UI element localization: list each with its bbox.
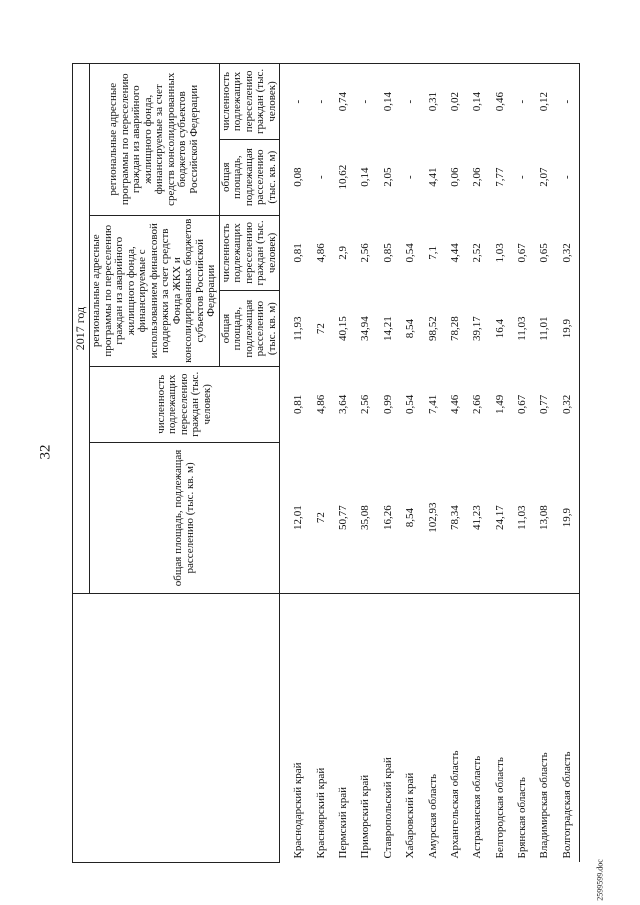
budget-area-cell: 7,77 <box>493 167 506 187</box>
budget-people-cell: 0,31 <box>422 64 444 140</box>
total-people-cell: 2,56 <box>359 394 372 414</box>
budget-area-cell: 10,62 <box>337 164 350 190</box>
document-code: 2599599.doc <box>595 859 605 901</box>
total-area-header: общая площадь, подлежащая расселению (тыс. кв. м) <box>90 442 280 593</box>
total-people-cell: 4,46 <box>448 394 461 414</box>
table-row <box>512 64 534 863</box>
region-name: Владимирская область <box>534 594 556 863</box>
year-header: 2017 год <box>73 64 90 594</box>
fund-area-cell: 40,15 <box>337 316 350 341</box>
budget-area-cell: - <box>556 139 579 215</box>
region-name: Амурская область <box>422 594 444 863</box>
table-row <box>280 64 311 863</box>
fund-area-cell: 19,9 <box>556 291 579 367</box>
fund-people-cell: 2,9 <box>337 246 350 260</box>
table-row <box>489 64 511 863</box>
region-name: Ставропольский край <box>377 594 399 863</box>
fund-area-cell: 72 <box>314 323 327 335</box>
fund-area-cell: 11,03 <box>516 316 529 341</box>
budget-area-cell: 2,06 <box>471 167 484 187</box>
total-area-cell: 19,9 <box>556 442 579 593</box>
total-area-cell: 24,17 <box>489 442 511 593</box>
total-people-cell: 7,41 <box>426 394 439 414</box>
budget-people-cell: - <box>310 64 332 140</box>
total-people-cell: 4,86 <box>314 394 327 414</box>
total-area-cell: 72 <box>310 442 332 593</box>
budget-area-cell: 0,06 <box>448 167 461 187</box>
total-people-cell: 1,49 <box>493 394 506 414</box>
budget-people-cell: - <box>280 64 311 140</box>
fund-area-cell: 39,17 <box>471 316 484 341</box>
table-row <box>445 64 467 863</box>
fund-area-cell: 8,54 <box>404 318 417 339</box>
table-row <box>377 64 399 863</box>
budget-area-cell: - <box>314 175 327 180</box>
total-people-cell: 0,77 <box>538 394 551 414</box>
budget-people-header: численность подлежащих переселению граждан (тыс. человек) <box>219 64 280 140</box>
fund-people-cell: 4,44 <box>448 243 461 263</box>
total-people-cell: 0,81 <box>291 394 304 414</box>
table-row <box>534 64 556 863</box>
budget-area-cell: 2,05 <box>381 167 394 187</box>
fund-people-cell: 7,1 <box>426 246 439 260</box>
total-people-header: численность подлежащих переселению граждан (тыс. человек) <box>90 366 280 442</box>
total-people-cell: 0,99 <box>381 394 394 414</box>
region-header-cell <box>73 594 280 863</box>
fund-people-cell: 2,56 <box>359 243 372 263</box>
table-row <box>556 64 579 863</box>
budget-group-header: региональные адресные программы по переселению граждан из аварийного жилищного фонда, финансируемые за счет средств консолидированных бюджетов субъектов Российской Федерации <box>90 64 220 216</box>
total-area-cell: 13,08 <box>534 442 556 593</box>
fund-group-header: региональные адресные программы по переселению граждан из аварийного жилищного фонда, финансируемые с использованием финансовой поддержки за счет средств Фонда ЖКХ и консолидированных бюджетов субъектов Российской Федерации <box>90 215 220 366</box>
budget-people-cell: 0,14 <box>377 64 399 140</box>
fund-people-cell: 0,81 <box>291 243 304 263</box>
fund-area-cell: 14,21 <box>381 316 394 341</box>
region-name: Красноярский край <box>310 594 332 863</box>
budget-people-cell: - <box>556 64 579 140</box>
budget-area-cell: - <box>404 175 417 180</box>
table-container <box>72 63 580 863</box>
region-name: Пермский край <box>333 594 355 863</box>
table-row <box>467 64 489 863</box>
total-area-cell: 41,23 <box>467 442 489 593</box>
fund-area-cell: 11,01 <box>538 316 551 341</box>
total-area-cell: 12,01 <box>280 442 311 593</box>
fund-area-cell: 98,52 <box>426 316 439 341</box>
table-row <box>333 64 355 863</box>
table-row <box>400 64 422 863</box>
region-name: Астраханская область <box>467 594 489 863</box>
fund-people-cell: 0,65 <box>538 243 551 263</box>
total-area-cell: 35,08 <box>355 442 377 593</box>
total-area-cell: 11,03 <box>512 442 534 593</box>
total-people-cell: 0,32 <box>556 366 579 442</box>
total-people-cell: 0,54 <box>404 394 417 414</box>
fund-people-header: численность подлежащих переселению граждан (тыс. человек) <box>219 215 280 291</box>
fund-area-cell: 11,93 <box>291 316 304 341</box>
budget-people-cell: 0,46 <box>489 64 511 140</box>
region-name: Краснодарский край <box>280 594 311 863</box>
budget-people-cell: - <box>355 64 377 140</box>
fund-area-header: общая площадь, подлежащая расселению (тыс. кв. м) <box>219 291 280 367</box>
budget-area-cell: 4,41 <box>426 167 439 187</box>
table-row <box>355 64 377 863</box>
fund-area-cell: 78,28 <box>448 316 461 341</box>
fund-area-cell: 34,94 <box>359 316 372 341</box>
budget-people-cell: 0,12 <box>534 64 556 140</box>
fund-area-cell: 16,4 <box>493 318 506 339</box>
region-name: Волгоградская область <box>556 594 579 863</box>
budget-area-cell: 0,14 <box>359 167 372 187</box>
budget-people-cell: 0,74 <box>333 64 355 140</box>
total-area-cell: 50,77 <box>333 442 355 593</box>
total-people-cell: 2,66 <box>471 394 484 414</box>
region-name: Белгородская область <box>489 594 511 863</box>
region-name: Приморский край <box>355 594 377 863</box>
budget-people-cell: - <box>400 64 422 140</box>
fund-people-cell: 1,03 <box>493 243 506 263</box>
region-name: Архангельская область <box>445 594 467 863</box>
fund-people-cell: 0,67 <box>516 243 529 263</box>
table-row <box>310 64 332 863</box>
total-people-cell: 3,64 <box>337 394 350 414</box>
fund-people-cell: 4,86 <box>314 243 327 263</box>
total-people-cell: 0,67 <box>516 394 529 414</box>
budget-area-cell: 0,08 <box>291 167 304 187</box>
fund-people-cell: 2,52 <box>471 243 484 263</box>
region-name: Брянская область <box>512 594 534 863</box>
region-name: Хабаровский край <box>400 594 422 863</box>
total-area-cell: 8,54 <box>400 442 422 593</box>
budget-people-cell: 0,14 <box>467 64 489 140</box>
page-number: 32 <box>37 444 54 460</box>
total-area-cell: 16,26 <box>377 442 399 593</box>
total-area-cell: 78,34 <box>445 442 467 593</box>
budget-area-cell: - <box>516 175 529 180</box>
budget-people-cell: 0,02 <box>445 64 467 140</box>
table-body <box>280 64 580 863</box>
resettlement-table <box>72 63 580 863</box>
budget-people-cell: - <box>512 64 534 140</box>
fund-people-cell: 0,85 <box>381 243 394 263</box>
table-row <box>422 64 444 863</box>
budget-area-header: общая площадь, подлежащая расселению (тыс. кв. м) <box>219 139 280 215</box>
fund-people-cell: 0,32 <box>556 215 579 291</box>
budget-area-cell: 2,07 <box>538 167 551 187</box>
fund-people-cell: 0,54 <box>404 243 417 263</box>
total-area-cell: 102,93 <box>422 442 444 593</box>
